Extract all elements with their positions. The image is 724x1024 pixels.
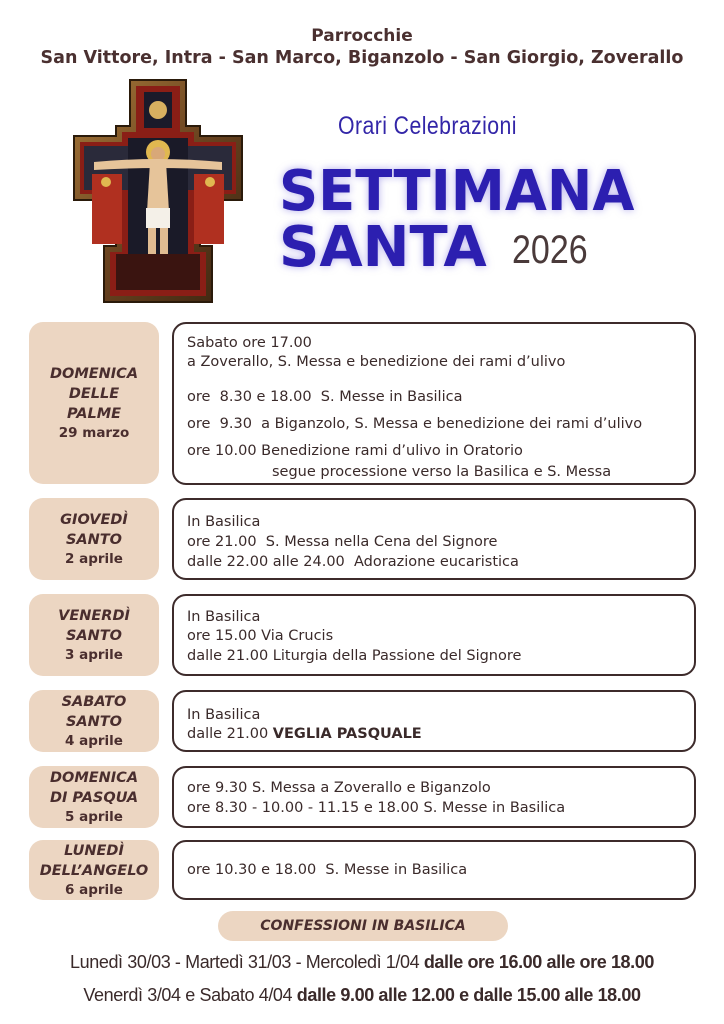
day-name: VENERDÌ <box>58 608 130 624</box>
confessions-days: Venerdì 3/04 e Sabato 4/04 <box>83 985 297 1005</box>
schedule-line: a Zoverallo, S. Messa e benedizione dei rami d’ulivo <box>187 354 566 370</box>
day-name: SABATO <box>61 694 127 710</box>
schedule-line <box>187 725 422 743</box>
schedule-line: dalle 22.00 alle 24.00 Adorazione eucaristica <box>187 554 519 570</box>
day-date: 2 aprile <box>65 551 123 567</box>
schedule-box-holy-thursday <box>172 498 696 580</box>
day-name: GIOVEDÌ <box>60 512 128 528</box>
day-name: DOMENICA <box>49 366 139 382</box>
title-santa: SANTA <box>279 215 487 280</box>
schedule-line: In Basilica <box>187 514 261 530</box>
day-date: 6 aprile <box>65 882 123 898</box>
day-date: 3 aprile <box>65 647 123 663</box>
schedule-line: ore 8.30 e 18.00 S. Messe in Basilica <box>187 389 463 405</box>
day-date: 29 marzo <box>58 425 130 441</box>
day-badge-easter-sunday <box>29 766 159 828</box>
day-badge-good-friday <box>29 594 159 676</box>
day-badge-holy-saturday <box>29 690 159 752</box>
celebrations-subtitle: Orari Celebrazioni <box>338 112 517 140</box>
schedule-box-easter-sunday <box>172 766 696 828</box>
schedule-box-easter-monday <box>172 840 696 900</box>
parish-label: Parrocchie <box>311 26 413 46</box>
day-name: SANTO <box>65 714 123 730</box>
confessions-title: CONFESSIONI IN BASILICA <box>218 911 508 941</box>
schedule-line: ore 10.00 Benedizione rami d’ulivo in Oratorio <box>187 443 523 459</box>
day-badge-easter-monday <box>29 840 159 900</box>
title-settimana: SETTIMANA <box>279 159 635 224</box>
schedule-line: ore 21.00 S. Messa nella Cena del Signore <box>187 534 498 550</box>
day-name: DELL’ANGELO <box>39 863 149 879</box>
schedule-line: In Basilica <box>187 707 261 723</box>
day-name: DI PASQUA <box>49 790 139 806</box>
day-name: DOMENICA <box>49 770 139 786</box>
easter-vigil-label: VEGLIA PASQUALE <box>272 726 422 742</box>
schedule-line: dalle 21.00 Liturgia della Passione del Signore <box>187 648 522 664</box>
schedule-box-palm-sunday <box>172 322 696 485</box>
title-year: 2026 <box>512 228 588 272</box>
schedule-time: dalle 21.00 <box>187 726 273 742</box>
confessions-line-1 <box>0 952 724 973</box>
day-name: SANTO <box>65 532 123 548</box>
schedule-line: Sabato ore 17.00 <box>187 335 312 351</box>
confessions-hours: dalle ore 16.00 alle ore 18.00 <box>423 952 654 972</box>
schedule-line: segue processione verso la Basilica e S. Messa <box>272 464 612 480</box>
confessions-hours: dalle 9.00 alle 12.00 e dalle 15.00 alle 18.00 <box>296 985 641 1005</box>
schedule-box-holy-saturday <box>172 690 696 752</box>
schedule-line: ore 15.00 Via Crucis <box>187 628 334 644</box>
day-name: DELLE <box>68 386 120 402</box>
day-date: 4 aprile <box>65 733 123 749</box>
confessions-line-2 <box>0 985 724 1006</box>
day-name: LUNEDÌ <box>64 843 124 859</box>
schedule-line: ore 10.30 e 18.00 S. Messe in Basilica <box>187 862 468 878</box>
day-badge-holy-thursday <box>29 498 159 580</box>
schedule-line: ore 9.30 S. Messa a Zoverallo e Biganzolo <box>187 780 491 796</box>
day-name: SANTO <box>65 628 123 644</box>
schedule-box-good-friday <box>172 594 696 676</box>
day-date: 5 aprile <box>65 809 123 825</box>
confessions-days: Lunedì 30/03 - Martedì 31/03 - Mercoledì 1/04 <box>70 952 424 972</box>
schedule-line: ore 9.30 a Biganzolo, S. Messa e benedizione dei rami d’ulivo <box>187 416 643 432</box>
day-name: PALME <box>66 406 122 422</box>
schedule-line: ore 8.30 - 10.00 - 11.15 e 18.00 S. Messe in Basilica <box>187 800 566 816</box>
day-badge-palm-sunday <box>29 322 159 484</box>
schedule-line: In Basilica <box>187 609 261 625</box>
san-damiano-cross-icon <box>72 78 244 304</box>
parish-names: San Vittore, Intra - San Marco, Biganzolo - San Giorgio, Zoverallo <box>40 48 684 68</box>
